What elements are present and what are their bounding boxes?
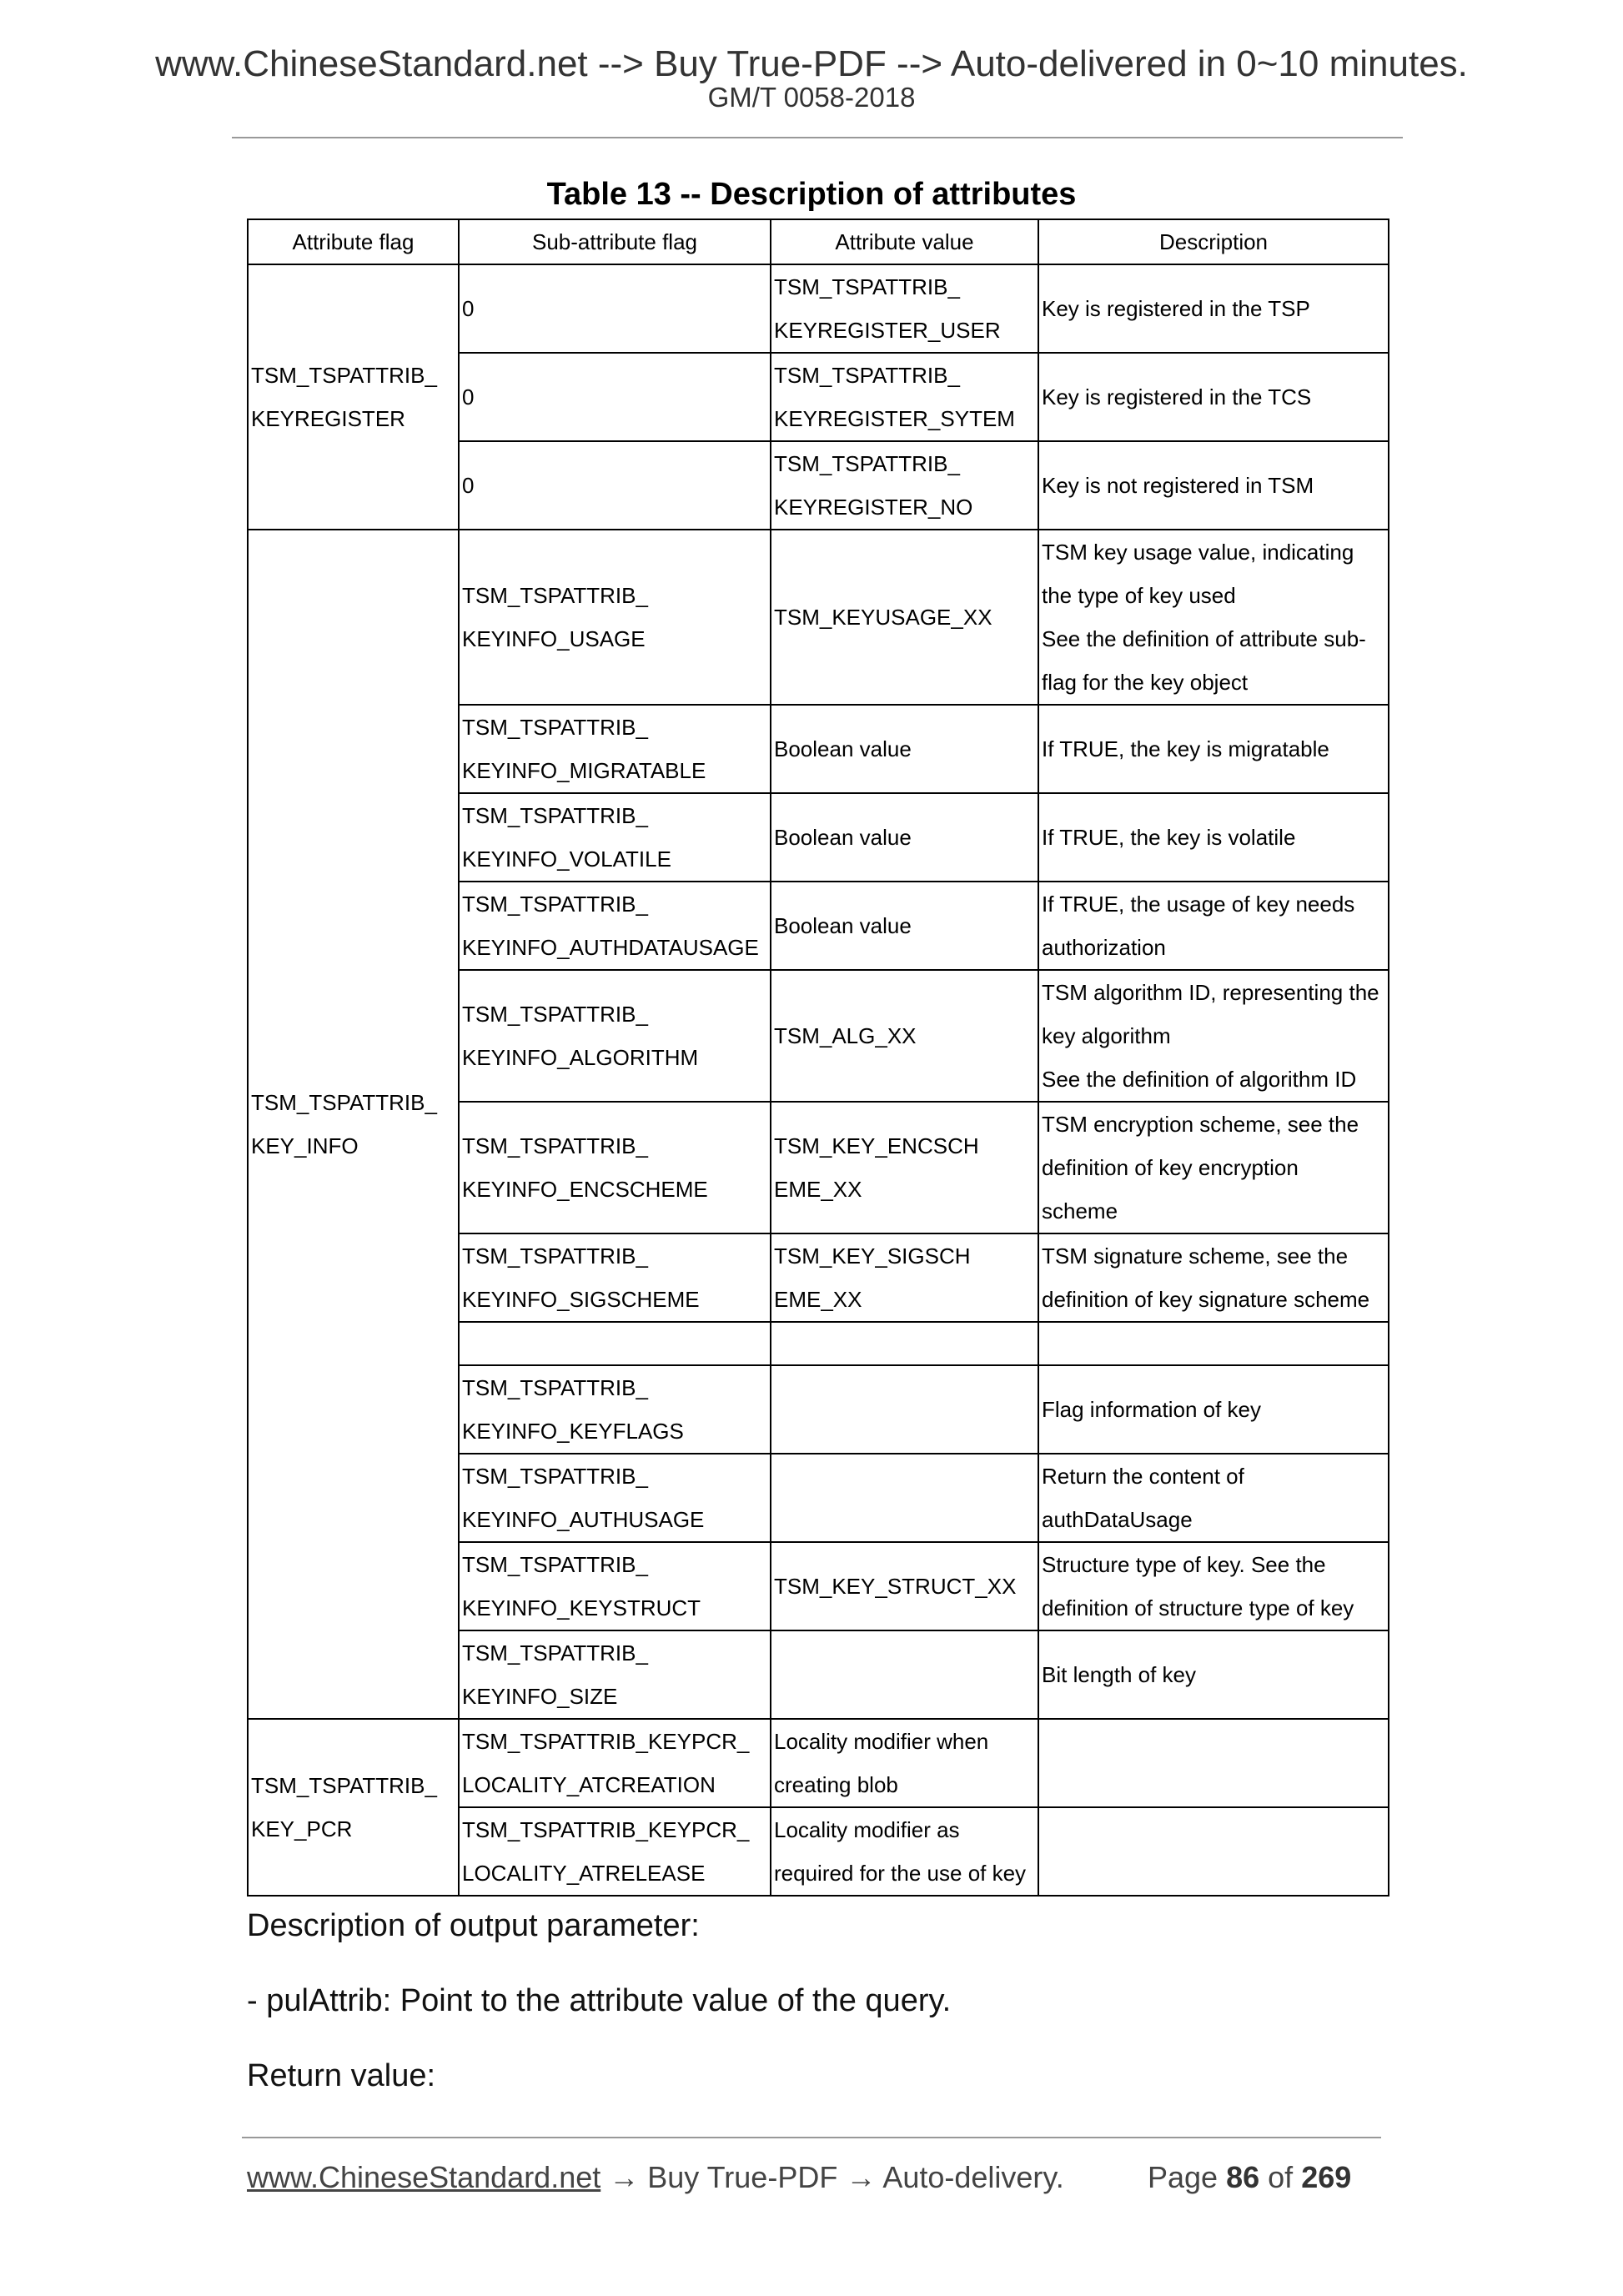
sub-attribute-cell — [459, 264, 771, 353]
sub-attribute-cell — [459, 1807, 771, 1896]
sub-attribute-cell-line: TSM_TSPATTRIB_ — [462, 1464, 648, 1489]
sub-attribute-cell — [459, 705, 771, 793]
attribute-value-cell-line: EME_XX — [774, 1177, 862, 1202]
sub-attribute-cell — [459, 1233, 771, 1322]
description-cell-line: definition of key signature scheme — [1042, 1287, 1370, 1312]
sub-attribute-cell-line: KEYINFO_SIZE — [462, 1684, 618, 1709]
attribute-value-cell — [771, 1719, 1038, 1807]
sub-attribute-cell — [459, 1542, 771, 1630]
description-cell — [1038, 1542, 1389, 1630]
attribute-flag-cell-line: TSM_TSPATTRIB_ — [251, 1090, 437, 1115]
description-cell — [1038, 264, 1389, 353]
sub-attribute-cell-line: KEYINFO_AUTHUSAGE — [462, 1507, 705, 1532]
sub-attribute-cell-line: KEYINFO_KEYSTRUCT — [462, 1595, 701, 1620]
description-cell-line: If TRUE, the key is volatile — [1042, 825, 1296, 850]
sub-attribute-cell-line: TSM_TSPATTRIB_ — [462, 583, 648, 608]
sub-attribute-cell — [459, 441, 771, 530]
sub-attribute-cell-line: TSM_TSPATTRIB_ — [462, 715, 648, 740]
attribute-value-cell — [771, 1630, 1038, 1719]
standard-code: GM/T 0058-2018 — [707, 82, 916, 113]
header-divider — [232, 137, 1403, 138]
attribute-flag-cell — [248, 264, 459, 530]
column-header-description: Description — [1038, 219, 1389, 264]
sub-attribute-cell — [459, 1719, 771, 1807]
attribute-value-cell-line: Boolean value — [774, 913, 912, 938]
attribute-flag-cell-line: TSM_TSPATTRIB_ — [251, 363, 437, 388]
attribute-value-cell — [771, 1542, 1038, 1630]
sub-attribute-cell — [459, 530, 771, 705]
sub-attribute-cell-line: 0 — [462, 384, 475, 409]
description-cell — [1038, 882, 1389, 970]
sub-attribute-cell-line: KEYINFO_KEYFLAGS — [462, 1419, 684, 1444]
attribute-flag-cell-line: KEY_PCR — [251, 1816, 353, 1841]
attribute-value-cell — [771, 441, 1038, 530]
description-cell-line: definition of structure type of key — [1042, 1595, 1354, 1620]
sub-attribute-cell-line: TSM_TSPATTRIB_ — [462, 1243, 648, 1269]
description-cell-line: definition of key encryption — [1042, 1155, 1299, 1180]
attribute-flag-cell — [248, 1719, 459, 1896]
attribute-value-cell-line: TSM_TSPATTRIB_ — [774, 274, 960, 299]
sub-attribute-cell — [459, 1365, 771, 1454]
column-header-attribute-value: Attribute value — [771, 219, 1038, 264]
attribute-value-cell-line: Boolean value — [774, 825, 912, 850]
attribute-value-cell — [771, 793, 1038, 882]
attribute-value-cell — [771, 353, 1038, 441]
attribute-flag-cell-line: KEYREGISTER — [251, 406, 405, 431]
description-cell-line: Bit length of key — [1042, 1662, 1196, 1687]
footer-divider — [242, 2137, 1381, 2138]
total-pages: 269 — [1301, 2160, 1352, 2194]
description-cell-line: authDataUsage — [1042, 1507, 1193, 1532]
sub-attribute-cell-line: LOCALITY_ATCREATION — [462, 1772, 716, 1797]
description-cell — [1038, 1102, 1389, 1233]
attribute-flag-cell — [248, 530, 459, 1719]
attribute-value-cell — [771, 530, 1038, 705]
output-parameter-heading: Description of output parameter: — [247, 1908, 700, 1943]
sub-attribute-cell-line: LOCALITY_ATRELEASE — [462, 1861, 706, 1886]
page-word: Page — [1148, 2160, 1219, 2194]
sub-attribute-cell-line: TSM_TSPATTRIB_KEYPCR_ — [462, 1817, 750, 1842]
attribute-value-cell-line: KEYREGISTER_NO — [774, 495, 973, 520]
attribute-value-cell-line: EME_XX — [774, 1287, 862, 1312]
sub-attribute-cell-line: KEYINFO_MIGRATABLE — [462, 758, 706, 783]
attribute-value-cell-line: TSM_KEY_ENCSCH — [774, 1133, 979, 1158]
description-cell — [1038, 353, 1389, 441]
description-cell-line: Key is registered in the TSP — [1042, 296, 1310, 321]
sub-attribute-cell-line: KEYINFO_VOLATILE — [462, 847, 671, 872]
description-cell-line: scheme — [1042, 1198, 1118, 1223]
sub-attribute-cell — [459, 970, 771, 1102]
attribute-flag-cell-line: KEY_INFO — [251, 1133, 359, 1158]
attribute-value-cell-line: TSM_TSPATTRIB_ — [774, 451, 960, 476]
of-word: of — [1268, 2160, 1294, 2194]
sub-attribute-cell — [459, 1102, 771, 1233]
sub-attribute-cell-line: TSM_TSPATTRIB_ — [462, 1640, 648, 1665]
sub-attribute-cell — [459, 1454, 771, 1542]
description-cell — [1038, 1454, 1389, 1542]
attribute-value-cell — [771, 1322, 1038, 1365]
page-indicator — [1148, 2160, 1351, 2195]
sub-attribute-cell-line: TSM_TSPATTRIB_ — [462, 1002, 648, 1027]
attribute-value-cell — [771, 1365, 1038, 1454]
description-cell-line: TSM signature scheme, see the — [1042, 1243, 1349, 1269]
attribute-value-cell-line: Boolean value — [774, 736, 912, 761]
table-row — [248, 530, 1389, 705]
attribute-value-cell — [771, 1454, 1038, 1542]
column-header-sub-attribute-flag: Sub-attribute flag — [459, 219, 771, 264]
header-banner: www.ChineseStandard.net --> Buy True-PDF --> Auto-delivered in 0~10 minutes. — [155, 43, 1468, 84]
sub-attribute-cell — [459, 353, 771, 441]
description-cell — [1038, 1630, 1389, 1719]
sub-attribute-cell-line: KEYINFO_ENCSCHEME — [462, 1177, 708, 1202]
description-cell-line: Key is not registered in TSM — [1042, 473, 1314, 498]
description-cell-line: TSM key usage value, indicating — [1042, 540, 1354, 565]
sub-attribute-cell-line: TSM_TSPATTRIB_ — [462, 892, 648, 917]
attribute-value-cell-line: TSM_KEY_SIGSCH — [774, 1243, 971, 1269]
attribute-flag-cell-line: TSM_TSPATTRIB_ — [251, 1773, 437, 1798]
attribute-value-cell — [771, 264, 1038, 353]
footer-site-link[interactable]: www.ChineseStandard.net — [247, 2160, 601, 2194]
attribute-value-cell-line: TSM_ALG_XX — [774, 1023, 917, 1048]
description-cell — [1038, 530, 1389, 705]
sub-attribute-cell-line: KEYINFO_SIGSCHEME — [462, 1287, 700, 1312]
description-cell — [1038, 705, 1389, 793]
table-row — [248, 264, 1389, 353]
description-cell — [1038, 1322, 1389, 1365]
sub-attribute-cell — [459, 793, 771, 882]
return-value-heading: Return value: — [247, 2058, 436, 2093]
sub-attribute-cell — [459, 882, 771, 970]
description-cell-line: Flag information of key — [1042, 1397, 1262, 1422]
attribute-value-cell-line: Locality modifier as — [774, 1817, 960, 1842]
page-number: 86 — [1226, 2160, 1260, 2194]
footer-tagline: → Buy True-PDF → Auto-delivery. — [600, 2160, 1064, 2194]
attribute-value-cell-line: required for the use of key — [774, 1861, 1027, 1886]
description-cell — [1038, 1365, 1389, 1454]
attributes-table — [247, 219, 1389, 1897]
description-cell — [1038, 970, 1389, 1102]
sub-attribute-cell-line: KEYINFO_AUTHDATAUSAGE — [462, 935, 759, 960]
attribute-value-cell-line: TSM_TSPATTRIB_ — [774, 363, 960, 388]
description-cell-line: See the definition of attribute sub- — [1042, 626, 1366, 651]
description-cell-line: authorization — [1042, 935, 1166, 960]
description-cell-line: Return the content of — [1042, 1464, 1244, 1489]
sub-attribute-cell-line: TSM_TSPATTRIB_ — [462, 803, 648, 828]
sub-attribute-cell-line: TSM_TSPATTRIB_ — [462, 1375, 648, 1400]
description-cell-line: flag for the key object — [1042, 670, 1249, 695]
table-row — [248, 1719, 1389, 1807]
description-cell-line: TSM encryption scheme, see the — [1042, 1112, 1359, 1137]
sub-attribute-cell-line: KEYINFO_ALGORITHM — [462, 1045, 699, 1070]
sub-attribute-cell-line: 0 — [462, 473, 475, 498]
attribute-value-cell-line: KEYREGISTER_USER — [774, 318, 1001, 343]
table-header-row — [248, 219, 1389, 264]
sub-attribute-cell-line: TSM_TSPATTRIB_ — [462, 1552, 648, 1577]
attribute-value-cell — [771, 705, 1038, 793]
description-cell-line: If TRUE, the usage of key needs — [1042, 892, 1355, 917]
sub-attribute-cell-line: KEYINFO_USAGE — [462, 626, 646, 651]
attribute-value-cell — [771, 1233, 1038, 1322]
table-title: Table 13 -- Description of attributes — [546, 177, 1077, 212]
attribute-value-cell-line: TSM_KEY_STRUCT_XX — [774, 1574, 1017, 1599]
description-cell — [1038, 441, 1389, 530]
sub-attribute-cell — [459, 1322, 771, 1365]
description-cell-line: TSM algorithm ID, representing the — [1042, 980, 1379, 1005]
description-cell — [1038, 1233, 1389, 1322]
attribute-value-cell-line: Locality modifier when — [774, 1729, 989, 1754]
description-cell-line: Structure type of key. See the — [1042, 1552, 1326, 1577]
attribute-value-cell — [771, 1102, 1038, 1233]
output-parameter-item: - pulAttrib: Point to the attribute value of the query. — [247, 1983, 952, 2018]
attribute-value-cell-line: KEYREGISTER_SYTEM — [774, 406, 1015, 431]
attribute-value-cell — [771, 1807, 1038, 1896]
attribute-value-cell-line: TSM_KEYUSAGE_XX — [774, 605, 992, 630]
column-header-attribute-flag: Attribute flag — [248, 219, 459, 264]
attribute-value-cell — [771, 970, 1038, 1102]
description-cell-line: the type of key used — [1042, 583, 1236, 608]
sub-attribute-cell-line: TSM_TSPATTRIB_ — [462, 1133, 648, 1158]
description-cell — [1038, 1807, 1389, 1896]
footer-left — [247, 2160, 1064, 2195]
description-cell-line: key algorithm — [1042, 1023, 1171, 1048]
description-cell — [1038, 1719, 1389, 1807]
sub-attribute-cell — [459, 1630, 771, 1719]
attribute-value-cell-line: creating blob — [774, 1772, 898, 1797]
description-cell — [1038, 793, 1389, 882]
attribute-value-cell — [771, 882, 1038, 970]
sub-attribute-cell-line: 0 — [462, 296, 475, 321]
description-cell-line: Key is registered in the TCS — [1042, 384, 1312, 409]
sub-attribute-cell-line: TSM_TSPATTRIB_KEYPCR_ — [462, 1729, 750, 1754]
description-cell-line: See the definition of algorithm ID — [1042, 1067, 1357, 1092]
table-body — [248, 264, 1389, 1896]
description-cell-line: If TRUE, the key is migratable — [1042, 736, 1329, 761]
